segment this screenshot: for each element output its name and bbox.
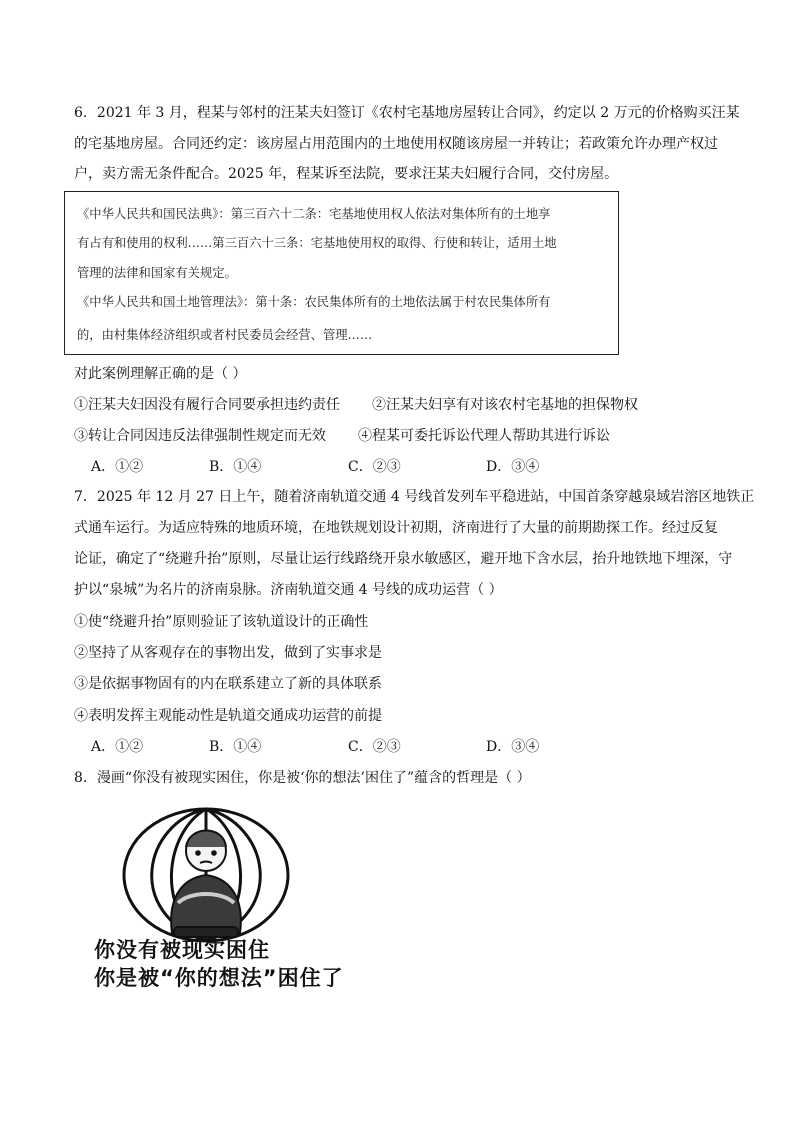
q7-stem-line3: 论证，确定了“绕避升抬”原则，尽量让运行线路绕开泉水敏感区，避开地下含水层，抬升地铁地下埋深，守 bbox=[74, 551, 733, 567]
q6-item-2: ②汪某夫妇享有对该农村宅基地的担保物权 bbox=[372, 397, 638, 413]
q6-quote-line3: 管理的法律和国家有关规定。 bbox=[77, 266, 237, 280]
q6-option-c[interactable]: C．②③ bbox=[348, 459, 401, 475]
q6-question: 对此案例理解正确的是（ ） bbox=[74, 366, 247, 382]
q7-item-2: ②坚持了从客观存在的事物出发，做到了实事求是 bbox=[74, 645, 382, 661]
q6-stem-line1: 6．2021 年 3 月，程某与邻村的汪某夫妇签订《农村宅基地房屋转让合同》，约定以 2 万元的价格购买汪某 bbox=[74, 105, 740, 121]
q6-item-4: ④程某可委托诉讼代理人帮助其进行诉讼 bbox=[358, 428, 610, 444]
q6-item-1: ①汪某夫妇因没有履行合同要承担违约责任 bbox=[74, 397, 340, 413]
q6-option-a[interactable]: A．①② bbox=[91, 459, 144, 475]
q6-item-3: ③转让合同因违反法律强制性规定而无效 bbox=[74, 428, 326, 444]
q8-stem: 8．漫画“你没有被现实困住，你是被‘你的想法’困住了”蕴含的哲理是（ ） bbox=[74, 770, 531, 786]
comic-caption-line2: 你是被“你的想法”困住了 bbox=[94, 966, 344, 990]
q6-quote-line4: 《中华人民共和国土地管理法》：第十条：农民集体所有的土地依法属于村农民集体所有 bbox=[77, 295, 551, 309]
q7-item-1: ①使“绕避升抬”原则验证了该轨道设计的正确性 bbox=[74, 614, 369, 630]
q7-item-3: ③是依据事物固有的内在联系建立了新的具体联系 bbox=[74, 676, 382, 692]
q6-stem-line2: 的宅基地房屋。合同还约定：该房屋占用范围内的土地使用权随该房屋一并转让；若政策允许办理产权过 bbox=[74, 136, 718, 152]
q6-quote-line5: 的，由村集体经济组织或者村民委员会经营、管理…… bbox=[77, 328, 373, 342]
q6-quote-line1: 《中华人民共和国民法典》：第三百六十二条：宅基地使用权人依法对集体所有的土地享 bbox=[77, 207, 551, 221]
q6-stem-line3: 户，卖方需无条件配合。2025 年，程某诉至法院，要求汪某夫妇履行合同，交付房屋。 bbox=[74, 166, 619, 182]
q6-law-quote-box bbox=[64, 191, 619, 355]
q7-stem-line1: 7．2025 年 12 月 27 日上午，随着济南轨道交通 4 号线首发列车平稳进站，中国首条穿越泉域岩溶区地铁正 bbox=[74, 489, 755, 505]
q6-option-d[interactable]: D．③④ bbox=[486, 459, 540, 475]
q7-option-b[interactable]: B．①④ bbox=[209, 739, 262, 755]
trapped-person bbox=[171, 831, 241, 938]
q7-option-a[interactable]: A．①② bbox=[91, 739, 144, 755]
comic-caption-line1: 你没有被现实困住 bbox=[94, 938, 270, 962]
q7-stem-line4: 护以“泉城”为名片的济南泉脉。济南轨道交通 4 号线的成功运营（ ） bbox=[74, 582, 503, 598]
q7-item-4: ④表明发挥主观能动性是轨道交通成功运营的前提 bbox=[74, 708, 382, 724]
q6-quote-line2: 有占有和使用的权利……第三百六十三条：宅基地使用权的取得、行使和转让，适用土地 bbox=[77, 236, 557, 250]
q7-option-c[interactable]: C．②③ bbox=[348, 739, 401, 755]
q6-option-b[interactable]: B．①④ bbox=[209, 459, 262, 475]
q7-stem-line2: 式通车运行。为适应特殊的地质环境，在地铁规划设计初期，济南进行了大量的前期勘探工作。经过反复 bbox=[74, 520, 718, 536]
q7-option-d[interactable]: D．③④ bbox=[486, 739, 540, 755]
